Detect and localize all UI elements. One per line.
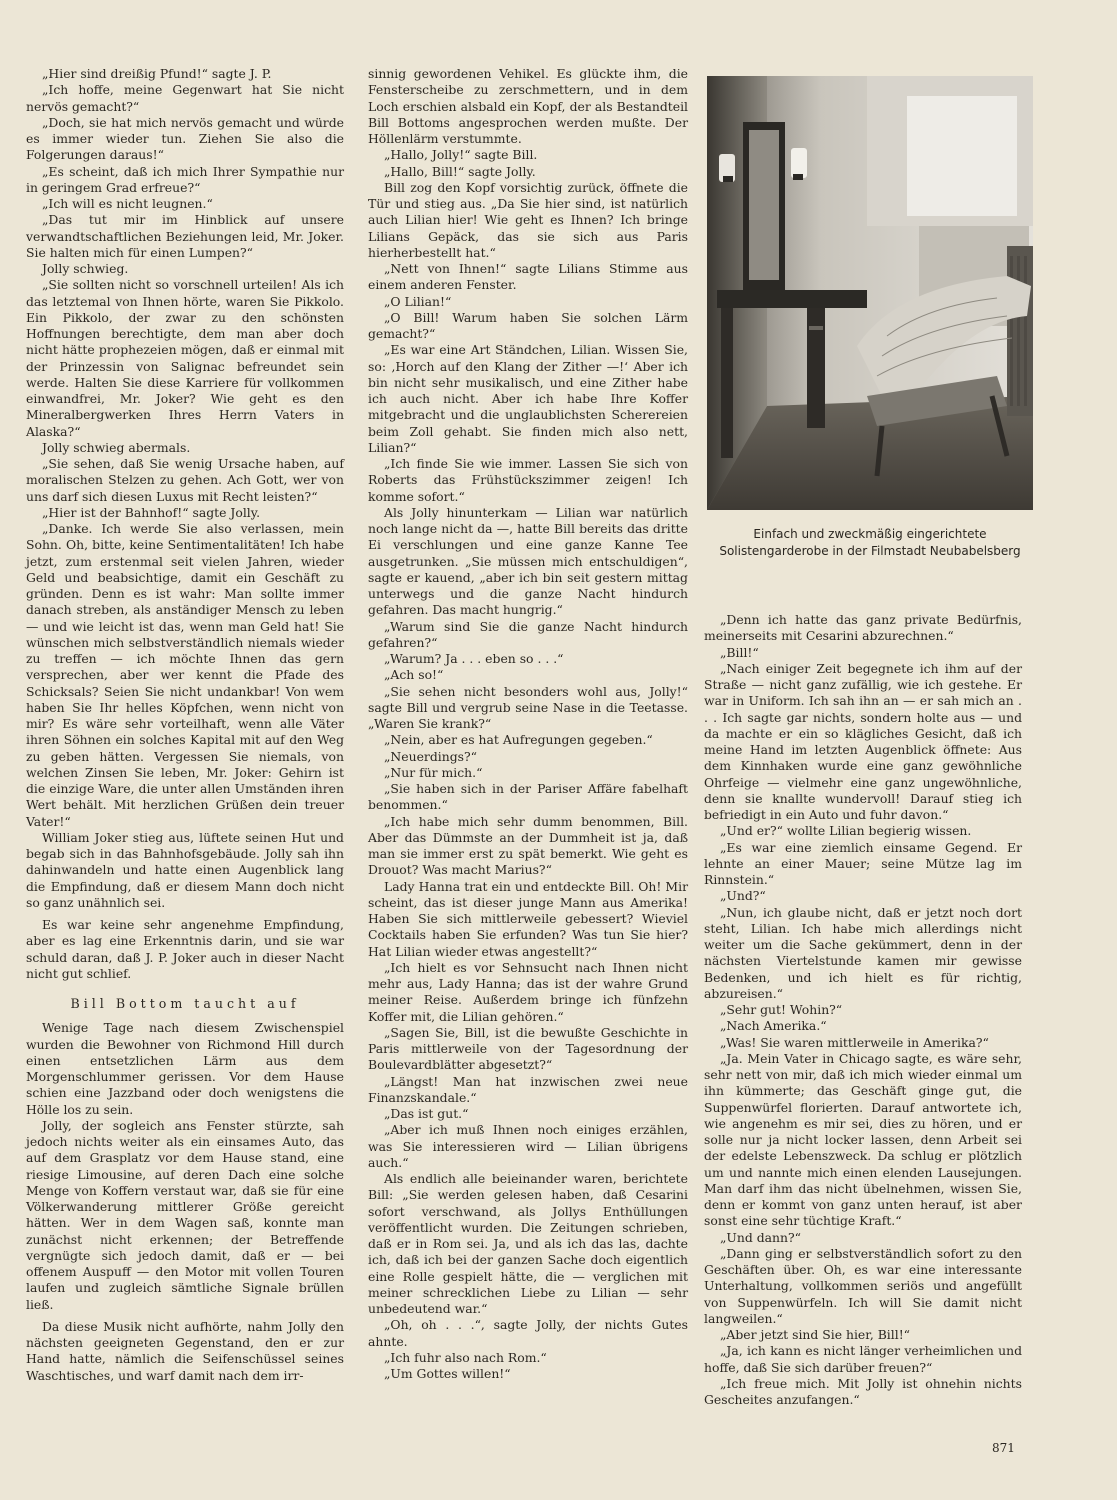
paragraph: „Denn ich hatte das ganz private Bedürfnis, meinerseits mit Cesarini abzurechnen.“ xyxy=(704,612,1022,644)
paragraph: „Sagen Sie, Bill, ist die bewußte Geschichte in Paris mittlerweile von der Tagesordnung der Boulevardblätter abgesetzt?“ xyxy=(368,1024,688,1073)
paragraph: „Nett von Ihnen!“ sagte Lilians Stimme aus einem anderen Fenster. xyxy=(368,261,688,293)
paragraph: „Warum? Ja . . . eben so . . .“ xyxy=(384,651,564,666)
paragraph: „Nach einiger Zeit begegnete ich ihm auf der Straße — nicht ganz zufällig, wie ich gestehe. Er war in Uniform. Ich sah ihn an — er sah mich an . . . Ich sagte gar nichts, sondern holte aus — und da machte er ein so klägliches Gesicht, daß ich meine Hand im letzten Augenblick öffnete: Aus dem Kinnhaken wurde eine ganz gewöhnliche Ohrfeige — vielmehr eine ganz ungewöhnliche, denn sie knallte wundervoll! Darauf stieg ich befriedigt in ein Auto und fuhr davon.“ xyxy=(704,660,1022,822)
paragraph: „Bill!“ xyxy=(720,644,759,660)
paragraph: „Ich habe mich sehr dumm benommen, Bill. Aber das Dümmste an der Dummheit ist ja, daß man sie immer erst zu spät bemerkt. Wie geht es Drouot? Was macht Marius?“ xyxy=(368,813,688,878)
text-column-1 xyxy=(26,66,344,1384)
paragraph: „Was! Sie waren mittlerweile in Amerika?“ xyxy=(720,1034,989,1050)
paragraph: „Nur für mich.“ xyxy=(384,764,483,780)
paragraph: „Längst! Man hat inzwischen zwei neue Finanzskandale.“ xyxy=(368,1073,688,1105)
paragraph: „Sehr gut! Wohin?“ xyxy=(720,1002,843,1017)
paragraph: „Sie haben sich in der Pariser Affäre fabelhaft benommen.“ xyxy=(368,781,688,813)
paragraph: „O Bill! Warum haben Sie solchen Lärm gemacht?“ xyxy=(368,309,688,341)
paragraph: „Es war eine Art Ständchen, Lilian. Wissen Sie, so: ‚Horch auf den Klang der Zither —!‘ Aber ich bin nicht sehr musikalisch, und eine Zither habe ich auch nicht. Aber ich habe Ihre Koffer mitgebracht und die unglaublichsten Scherereien beim Zoll gehabt. Sie finden mich also nett, Lilian?“ xyxy=(368,342,688,455)
column-1-paragraphs xyxy=(26,66,344,982)
paragraph: „Ja. Mein Vater in Chicago sagte, es wäre sehr, sehr nett von mir, daß ich mich wieder einmal um ihn kümmerte; das Geschäft ginge gut, die Suppenwürfel florierten. Darauf antwortete ich, wie angenehm es mir sei, dies zu hören, und er solle nur ja nicht locker lassen, denn Arbeit sei der edelste Lebenszweck. Da schlug er plötzlich um und nannte mich einen elenden Lausejungen. Man darf ihm das nicht übelnehmen, wissen Sie, denn er kommt von ganz unten herauf, ist aber sonst eine sehr tüchtige Kraft.“ xyxy=(704,1050,1022,1229)
paragraph: „Ich fuhr also nach Rom.“ xyxy=(384,1349,547,1365)
section-heading: Bill Bottom taucht auf xyxy=(70,996,300,1011)
paragraph: „Sie sehen nicht besonders wohl aus, Jolly!“ sagte Bill und vergrub seine Nase in die Teetasse. „Waren Sie krank?“ xyxy=(368,683,688,731)
paragraph: „Doch, sie hat mich nervös gemacht und würde es immer wieder tun. Ziehen Sie also die Folgerungen daraus!“ xyxy=(26,114,344,163)
paragraph: „Nein, aber es hat Aufregungen gegeben.“ xyxy=(384,732,653,748)
paragraph: „Warum sind Sie die ganze Nacht hindurch gefahren?“ xyxy=(368,618,688,650)
column-1-paragraphs-after-heading xyxy=(26,1020,344,1384)
text-column-2 xyxy=(368,66,688,1382)
paragraph: „O Lilian!“ xyxy=(384,293,452,309)
paragraph: „Hier sind dreißig Pfund!“ sagte J. P. xyxy=(42,66,272,81)
paragraph: „Es war eine ziemlich einsame Gegend. Er lehnte an einer Mauer; seine Mütze lag im Rinnstein.“ xyxy=(704,839,1022,887)
paragraph: „Nun, ich glaube nicht, daß er jetzt noch dort steht, Lilian. Ich habe mich allerdings nicht weiter um die Sache gekümmert, denn in der nächsten Viertelstunde kamen mir gewisse Bedenken, und ich hielt es für richtig, abzureisen.“ xyxy=(704,904,1022,1001)
paragraph: „Aber ich muß Ihnen noch einiges erzählen, was Sie interessieren wird — Lilian übrigens auch.“ xyxy=(368,1122,688,1170)
paragraph: „Ach so!“ xyxy=(384,667,444,683)
paragraph: „Ich finde Sie wie immer. Lassen Sie sich von Roberts das Frühstückszimmer zeigen! Ich komme sofort.“ xyxy=(368,456,688,504)
paragraph: William Joker stieg aus, lüftete seinen Hut und begab sich in das Bahnhofsgebäude. Jolly sah ihn dahinwandeln und hatte einen Augenblick lang die Empfindung, daß er diesem Mann doch nicht so ganz unähnlich sei. xyxy=(26,829,344,910)
paragraph: „Oh, oh . . .“, sagte Jolly, der nichts Gutes ahnte. xyxy=(368,1317,688,1349)
paragraph: „Aber jetzt sind Sie hier, Bill!“ xyxy=(720,1327,911,1342)
paragraph: „Ich hoffe, meine Gegenwart hat Sie nicht nervös gemacht?“ xyxy=(26,82,344,114)
photo-caption: Einfach und zweckmäßig eingerichtete Solistengarderobe in der Filmstadt Neubabelsberg xyxy=(719,527,1021,558)
paragraph: „Das ist gut.“ xyxy=(384,1106,469,1121)
paragraph: „Ja, ich kann es nicht länger verheimlichen und hoffe, daß Sie sich darüber freuen?“ xyxy=(704,1343,1022,1375)
paragraph: „Dann ging er selbstverständlich sofort zu den Geschäften über. Oh, es war eine interessante Unterhaltung, vollkommen seriös und angefüllt von Suppenwürfeln. Ich will Sie damit nicht langweilen.“ xyxy=(704,1245,1022,1326)
paragraph: Jolly schwieg. xyxy=(42,261,129,276)
paragraph: „Sie sollten nicht so vorschnell urteilen! Als ich das letztemal von Ihnen hörte, waren Sie Pikkolo. Ein Pikkolo, der zwar zu den schönsten Hoffnungen berechtigte, dem man aber doch nicht hätte prophezeien mögen, daß er einmal mit der Prinzessin von Salignac befreundet sein werde. Halten Sie diese Karriere für vollkommen einwandfrei, Mr. Joker? Wie geht es den Mineralbergwerken Ihres Herrn Vaters in Alaska?“ xyxy=(26,277,344,439)
paragraph: „Und dann?“ xyxy=(720,1229,801,1245)
paragraph: „Danke. Ich werde Sie also verlassen, mein Sohn. Oh, bitte, keine Sentimentalitäten! Ich habe jetzt, zum erstenmal seit vielen Jahren, wieder Geld und beabsichtige, damit ein Geschäft zu gründen. Denn es ist wahr: Man sollte immer danach streben, als anständiger Mensch zu leben — und wie leicht ist das, wenn man Geld hat! Sie wünschen mich selbstverständlich niemals wieder zu treffen — ich möchte Ihnen das gern versprechen, aber wer kennt die Pfade des Schicksals? Seien Sie nicht undankbar! Von wem haben Sie Ihr helles Köpfchen, wenn nicht von mir? Es wäre sehr vorteilhaft, wenn alle Väter ihren Söhnen ein solches Kapital mit auf den Weg zu geben hätten. Vergessen Sie niemals, von welchen Zinsen Sie leben, Mr. Joker: Gehirn ist die einzige Ware, die unter allen Umständen ihren Wert behält. Mit herzlichen Grüßen dein treuer Vater!“ xyxy=(26,521,344,829)
paragraph: „Es scheint, daß ich mich Ihrer Sympathie nur in geringem Grad erfreue?“ xyxy=(26,163,344,195)
paragraph: „Das tut mir im Hinblick auf unsere verwandtschaftlichen Beziehungen leid, Mr. Joker. Sie halten mich für einen Lumpen?“ xyxy=(26,212,344,260)
paragraph: „Nach Amerika.“ xyxy=(720,1018,827,1034)
paragraph: „Ich freue mich. Mit Jolly ist ohnehin nichts Gescheites anzufangen.“ xyxy=(704,1375,1022,1407)
photo-illustration xyxy=(707,76,1033,510)
paragraph: Jolly, der sogleich ans Fenster stürzte, sah jedoch nichts weiter als ein einsames Auto, das auf dem Grasplatz vor dem Hause stand, eine riesige Limousine, auf deren Dach eine solche Menge von Koffern verstaut war, daß sie für eine Völkerwanderung mittlerer Größe gereicht hätten. Wer in dem Wagen saß, konnte man zunächst nicht erkennen; der Betreffende vergnügte sich jedoch damit, daß er — bei offenem Auspuff — den Motor mit vollen Touren laufen und zugleich sämtliche Signale brüllen ließ. xyxy=(26,1117,344,1312)
paragraph: „Und er?“ wollte Lilian begierig wissen. xyxy=(720,823,972,839)
paragraph: sinnig gewordenen Vehikel. Es glückte ihm, die Fensterscheibe zu zerschmettern, und in dem Loch erschien alsbald ein Kopf, der als Bestandteil Bill Bottoms angesprochen werden mußte. Der Höllenlärm verstummte. xyxy=(368,66,688,146)
paragraph: „Sie sehen, daß Sie wenig Ursache haben, auf moralischen Stelzen zu gehen. Ach Gott, wer von uns darf sich diesen Luxus mit Recht leisten?“ xyxy=(26,456,344,504)
paragraph: Als Jolly hinunterkam — Lilian war natürlich noch lange nicht da —, hatte Bill bereits das dritte Ei verschlungen und eine ganze Kanne Tee ausgetrunken. „Sie müssen mich entschuldigen“, sagte er kauend, „aber ich bin seit gestern mittag unterwegs und die ganze Nacht hindurch gefahren. Das macht hungrig.“ xyxy=(368,504,688,618)
paragraph: „Ich will es nicht leugnen.“ xyxy=(42,196,213,211)
page-number: 871 xyxy=(992,1441,1015,1455)
paragraph: „Hallo, Jolly!“ sagte Bill. xyxy=(384,147,538,163)
paragraph: „Neuerdings?“ xyxy=(384,748,477,764)
paragraph: „Ich hielt es vor Sehnsucht nach Ihnen nicht mehr aus, Lady Hanna; das ist der wahre Grund meiner Reise. Außerdem bringe ich fünfzehn Koffer mit, die Lilian gehören.“ xyxy=(368,959,688,1024)
paragraph: Als endlich alle beieinander waren, berichtete Bill: „Sie werden gelesen haben, daß Cesarini sofort verschwand, als Jollys Enthüllungen veröffentlicht wurden. Die Zeitungen schrieben, daß er in Rom sei. Ja, und als ich das las, dachte ich, daß ich bei der ganzen Sache doch eigentlich eine Rolle gespielt hätte, die — verglichen mit meiner schrecklichen Liebe zu Lilian — sehr unbedeutend war.“ xyxy=(368,1171,688,1316)
paragraph: „Um Gottes willen!“ xyxy=(384,1366,511,1381)
text-column-3 xyxy=(704,612,1022,1408)
paragraph: „Und?“ xyxy=(720,888,766,904)
paragraph: Da diese Musik nicht aufhörte, nahm Jolly den nächsten geeigneten Gegenstand, den er zur Hand hatte, nämlich die Seifenschüssel seines Waschtisches, und warf damit nach dem irr- xyxy=(26,1318,344,1383)
paragraph: Lady Hanna trat ein und entdeckte Bill. Oh! Mir scheint, das ist dieser junge Mann aus Amerika! Haben Sie sich mittlerweile gebessert? Wieviel Cocktails haben Sie erfunden? Was tun Sie hier? Hat Lilian wieder etwas angestellt?“ xyxy=(368,878,688,959)
paragraph: Wenige Tage nach diesem Zwischenspiel wurden die Bewohner von Richmond Hill durch einen entsetzlichen Lärm aus dem Morgenschlummer gerissen. Vor dem Hause schien eine Jazzband oder doch wenigstens die Hölle los zu sein. xyxy=(26,1020,344,1117)
paragraph: Bill zog den Kopf vorsichtig zurück, öffnete die Tür und stieg aus. „Da Sie hier sind, ist natürlich auch Lilian hier! Wie geht es Ihnen? Ich bringe Lilians Gepäck, das sie sich aus Paris hierherbestellt hat.“ xyxy=(368,179,688,260)
paragraph: „Hallo, Bill!“ sagte Jolly. xyxy=(384,163,536,179)
paragraph: Jolly schwieg abermals. xyxy=(42,439,191,455)
paragraph: „Hier ist der Bahnhof!“ sagte Jolly. xyxy=(42,504,261,520)
paragraph: Es war keine sehr angenehme Empfindung, aber es lag eine Erkenntnis darin, und sie war schuld daran, daß J. P. Joker auch in dieser Nacht nicht gut schlief. xyxy=(26,917,344,981)
dressing-room-photo xyxy=(707,76,1033,510)
